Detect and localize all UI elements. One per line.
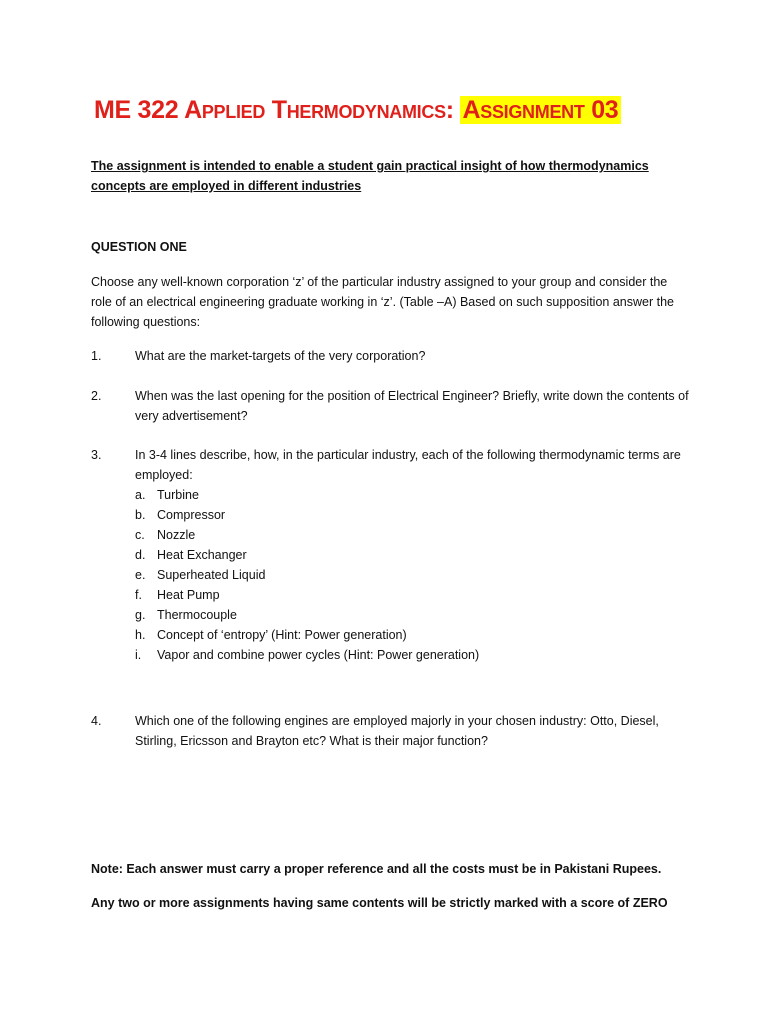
list-text: Vapor and combine power cycles (Hint: Power generation) — [157, 648, 480, 662]
question-text: What are the market-targets of the very corporation? — [135, 349, 426, 363]
question-item-4 — [91, 711, 691, 751]
highlight-text-1: A — [462, 96, 481, 124]
list-item — [135, 505, 691, 525]
list-letter: d. — [135, 548, 146, 562]
list-item — [135, 625, 691, 645]
question-number: 3. — [91, 448, 102, 462]
document-title — [94, 96, 621, 125]
question-number: 2. — [91, 389, 102, 403]
assignment-highlight — [460, 96, 621, 124]
title-text-1: ME 322 A — [94, 96, 202, 124]
note-text: Note: Each answer must carry a proper reference and all the costs must be in Pakistani Rupees. — [91, 862, 662, 876]
list-text: Compressor — [157, 508, 226, 522]
question-item-3 — [91, 445, 691, 665]
list-letter: h. — [135, 628, 146, 642]
question-one-heading: QUESTION ONE — [91, 240, 187, 254]
question-item-2 — [91, 386, 691, 426]
title-text-4: HERMODYNAMICS — [286, 102, 446, 122]
list-letter: g. — [135, 608, 146, 622]
thermodynamic-terms-list — [135, 485, 691, 665]
warning-text: Any two or more assignments having same contents will be strictly marked with a score of ZERO — [91, 896, 668, 910]
question-one-paragraph: Choose any well-known corporation ‘z’ of the particular industry assigned to your group and consider the role of an electrical engineering graduate working in ‘z’. (Table –A) Based on such supposition answer the following questions: — [91, 275, 674, 329]
list-letter: i. — [135, 648, 142, 662]
highlight-text-3: 03 — [584, 96, 619, 124]
question-item-1 — [91, 346, 691, 366]
question-text: Which one of the following engines are employed majorly in your chosen industry: Otto, Diesel, Stirling, Ericsson and Brayton etc? What is their major function? — [135, 714, 659, 748]
highlight-text-2: SSIGNMENT — [480, 102, 585, 122]
title-text-2: PPLIED — [201, 102, 266, 122]
question-text: In 3-4 lines describe, how, in the particular industry, each of the following thermodynamic terms are employed: — [135, 448, 681, 482]
list-text: Turbine — [157, 488, 199, 502]
question-number: 4. — [91, 714, 102, 728]
list-letter: f. — [135, 588, 142, 602]
list-item — [135, 605, 691, 625]
list-item — [135, 645, 691, 665]
list-letter: b. — [135, 508, 146, 522]
list-text: Nozzle — [157, 528, 196, 542]
list-letter: a. — [135, 488, 146, 502]
list-item — [135, 565, 691, 585]
list-letter: e. — [135, 568, 146, 582]
list-letter: c. — [135, 528, 145, 542]
title-text-5: : — [445, 96, 461, 124]
intro-statement: The assignment is intended to enable a student gain practical insight of how thermodynamics concepts are employed in different industries — [91, 159, 649, 193]
title-text-3: T — [265, 96, 287, 124]
list-text: Thermocouple — [157, 608, 237, 622]
question-number: 1. — [91, 349, 102, 363]
list-item — [135, 545, 691, 565]
list-text: Concept of ‘entropy’ (Hint: Power generation) — [157, 628, 407, 642]
list-text: Heat Exchanger — [157, 548, 247, 562]
list-item — [135, 525, 691, 545]
question-text: When was the last opening for the position of Electrical Engineer? Briefly, write down the contents of very advertisement? — [135, 389, 689, 423]
list-item — [135, 485, 691, 505]
list-text: Superheated Liquid — [157, 568, 266, 582]
list-item — [135, 585, 691, 605]
list-text: Heat Pump — [157, 588, 220, 602]
